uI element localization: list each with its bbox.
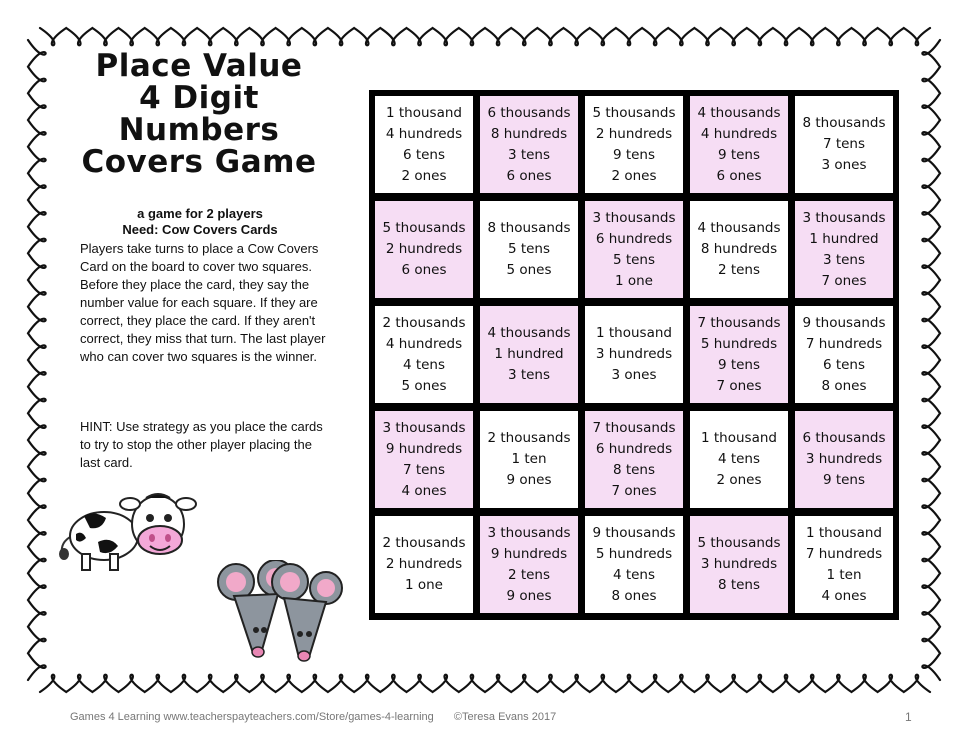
place-value-line: 3 thousands	[802, 209, 886, 226]
place-value-line: 3 hundreds	[700, 556, 778, 572]
place-value-line: 3 hundreds	[595, 346, 673, 362]
place-value-line: 3 ones	[611, 367, 657, 383]
place-value-line: 6 ones	[716, 167, 762, 184]
board-square	[585, 96, 683, 193]
place-value-line: 1 ten	[511, 451, 547, 467]
place-value-line: 4 ones	[401, 482, 447, 499]
place-value-line: 4 hundreds	[385, 335, 463, 352]
place-value-line: 6 thousands	[802, 430, 886, 446]
place-value-line: 1 thousand	[701, 430, 777, 446]
place-value-line: 9 tens	[717, 146, 761, 163]
place-value-line: 2 ones	[611, 167, 657, 184]
place-value-line: 7 hundreds	[805, 335, 883, 352]
title-line: 4 Digit	[139, 80, 259, 116]
place-value-line: 9 ones	[506, 587, 552, 604]
place-value-line: 8 tens	[717, 577, 761, 593]
place-value-line: 5 hundreds	[700, 335, 778, 352]
board-square	[480, 411, 578, 508]
place-value-line: 9 hundreds	[385, 440, 463, 457]
place-value-line: 6 ones	[506, 167, 552, 184]
hint-text: HINT: Use strategy as you place the cards to try to stop the other player placing the last card.	[80, 419, 323, 470]
board-square	[480, 201, 578, 298]
place-value-line: 3 thousands	[592, 209, 676, 226]
game-subtitle	[70, 206, 330, 238]
place-value-line: 1 hundred	[809, 230, 879, 247]
place-value-line: 7 thousands	[592, 419, 676, 436]
place-value-line: 9 tens	[822, 472, 866, 488]
title-line: Place Value	[95, 48, 303, 84]
place-value-line: 8 hundreds	[490, 125, 568, 142]
place-value-line: 4 thousands	[697, 220, 781, 236]
footer-credit	[70, 711, 556, 723]
board-square	[795, 411, 893, 508]
board-square	[585, 516, 683, 613]
place-value-line: 8 hundreds	[700, 241, 778, 257]
place-value-line: 5 ones	[506, 262, 552, 278]
place-value-line: 5 tens	[612, 251, 656, 268]
place-value-line: 3 hundreds	[805, 451, 883, 467]
place-value-line: 8 ones	[611, 587, 657, 604]
place-value-line: 4 tens	[402, 356, 446, 373]
place-value-line: 7 tens	[402, 461, 446, 478]
board-square	[480, 306, 578, 403]
place-value-line: 5 tens	[507, 241, 551, 257]
board-square	[690, 201, 788, 298]
place-value-line: 2 ones	[401, 167, 447, 184]
place-value-line: 5 thousands	[382, 220, 466, 236]
place-value-line: 9 thousands	[802, 314, 886, 331]
place-value-line: 1 ten	[826, 566, 862, 583]
place-value-line: 2 thousands	[382, 535, 466, 551]
board-square	[375, 201, 473, 298]
place-value-line: 3 tens	[507, 146, 551, 163]
place-value-line: 2 tens	[717, 262, 761, 278]
rules-text: Players take turns to place a Cow Covers Card on the board to cover two squares. Before they place the card, they say the number value for each square. If they are correct, they place the card. If they aren't correct, they miss that turn. The last player who can cover two squares is the winner.	[80, 241, 326, 364]
page-number: 1	[905, 710, 912, 724]
place-value-line: 3 tens	[507, 367, 551, 383]
board-square	[375, 516, 473, 613]
place-value-line: 3 thousands	[382, 419, 466, 436]
place-value-line: 4 tens	[717, 451, 761, 467]
place-value-line: 7 hundreds	[805, 545, 883, 562]
place-value-line: 9 ones	[506, 472, 552, 488]
board-square	[690, 306, 788, 403]
players-line: a game for 2 players	[137, 206, 263, 221]
board-square	[375, 96, 473, 193]
place-value-line: 1 thousand	[596, 325, 672, 341]
two-mice-clipart	[214, 560, 344, 670]
place-value-line: 2 thousands	[382, 314, 466, 331]
place-value-line: 9 thousands	[592, 524, 676, 541]
place-value-line: 9 tens	[612, 146, 656, 163]
board-square	[585, 201, 683, 298]
board-square	[375, 411, 473, 508]
game-board	[369, 90, 899, 620]
place-value-line: 3 thousands	[487, 524, 571, 541]
place-value-line: 6 tens	[822, 356, 866, 373]
place-value-line: 4 ones	[821, 587, 867, 604]
place-value-line: 5 ones	[401, 377, 447, 394]
place-value-line: 5 thousands	[697, 535, 781, 551]
place-value-line: 1 hundred	[494, 346, 564, 362]
page-title	[62, 50, 336, 178]
place-value-line: 2 tens	[507, 566, 551, 583]
board-square	[480, 96, 578, 193]
title-line: Numbers	[118, 112, 280, 148]
place-value-line: 6 ones	[401, 262, 447, 278]
board-square	[795, 306, 893, 403]
place-value-line: 4 hundreds	[385, 125, 463, 142]
place-value-line: 1 thousand	[386, 104, 462, 121]
board-square	[480, 516, 578, 613]
cow-clipart	[54, 484, 204, 584]
board-square	[690, 96, 788, 193]
place-value-line: 4 hundreds	[700, 125, 778, 142]
place-value-line: 1 one	[614, 272, 653, 289]
board-square	[585, 411, 683, 508]
place-value-line: 4 tens	[612, 566, 656, 583]
place-value-line: 6 hundreds	[595, 230, 673, 247]
place-value-line: 5 thousands	[592, 104, 676, 121]
place-value-line: 8 thousands	[802, 115, 886, 131]
place-value-line: 4 thousands	[487, 325, 571, 341]
place-value-line: 1 one	[404, 577, 443, 593]
board-square	[795, 201, 893, 298]
place-value-line: 9 hundreds	[490, 545, 568, 562]
place-value-line: 2 hundreds	[385, 241, 463, 257]
place-value-line: 5 hundreds	[595, 545, 673, 562]
place-value-line: 2 ones	[716, 472, 762, 488]
place-value-line: 4 thousands	[697, 104, 781, 121]
place-value-line: 2 thousands	[487, 430, 571, 446]
board-square	[795, 516, 893, 613]
place-value-line: 7 thousands	[697, 314, 781, 331]
place-value-line: 9 tens	[717, 356, 761, 373]
board-square	[585, 306, 683, 403]
place-value-line: 6 thousands	[487, 104, 571, 121]
board-square	[690, 516, 788, 613]
materials-line: Need: Cow Covers Cards	[122, 222, 278, 237]
place-value-line: 1 thousand	[806, 524, 882, 541]
place-value-line: 7 ones	[821, 272, 867, 289]
place-value-line: 3 ones	[821, 157, 867, 173]
place-value-line: 7 tens	[822, 136, 866, 152]
place-value-line: 2 hundreds	[595, 125, 673, 142]
footer-copyright: ©Teresa Evans 2017	[453, 711, 557, 723]
place-value-line: 7 ones	[611, 482, 657, 499]
place-value-line: 8 thousands	[487, 220, 571, 236]
place-value-line: 6 hundreds	[595, 440, 673, 457]
title-line: Covers Game	[81, 144, 317, 180]
board-square	[795, 96, 893, 193]
place-value-line: 8 tens	[612, 461, 656, 478]
place-value-line: 6 tens	[402, 146, 446, 163]
board-square	[375, 306, 473, 403]
place-value-line: 8 ones	[821, 377, 867, 394]
footer-website: Games 4 Learning www.teacherspayteachers.com/Store/games-4-learning	[70, 711, 434, 723]
place-value-line: 7 ones	[716, 377, 762, 394]
board-square	[690, 411, 788, 508]
place-value-line: 3 tens	[822, 251, 866, 268]
place-value-line: 2 hundreds	[385, 556, 463, 572]
